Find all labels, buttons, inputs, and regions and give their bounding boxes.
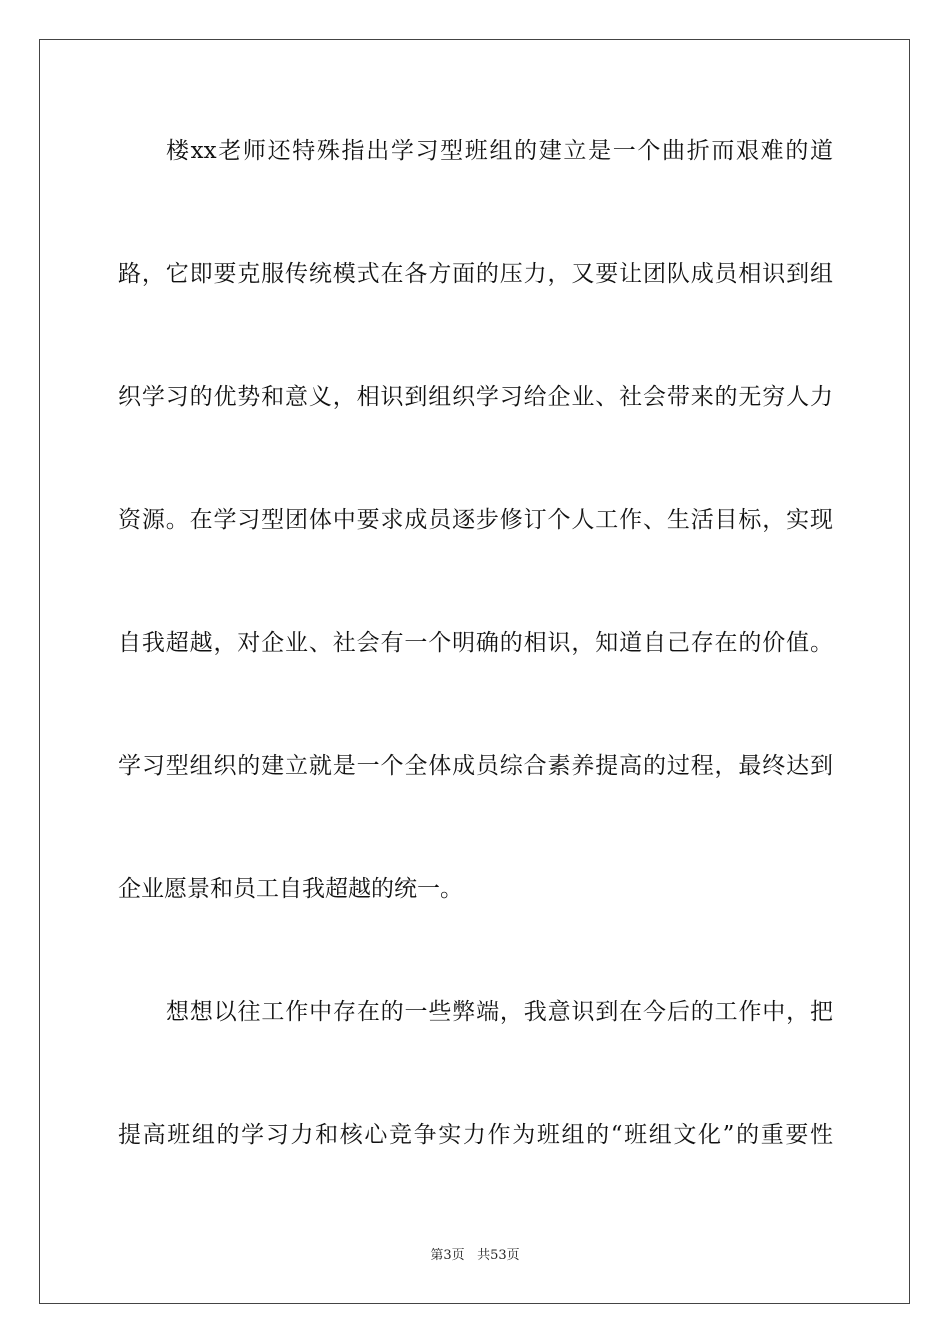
page-number: 第3页	[430, 1248, 465, 1263]
paragraph-line: 企业愿景和员工自我超越的统一。	[118, 876, 463, 902]
paragraph-line: 织学习的优势和意义，相识到组织学习给企业、社会带来的无穷人力	[118, 384, 833, 410]
paragraph-line: 想想以往工作中存在的一些弊端，我意识到在今后的工作中，把	[166, 999, 833, 1025]
paragraph-line: 学习型组织的建立就是一个全体成员综合素养提高的过程，最终达到	[118, 753, 833, 779]
paragraph-line: 路，它即要克服传统模式在各方面的压力，又要让团队成员相识到组	[118, 261, 833, 287]
paragraph-line: 资源。在学习型团体中要求成员逐步修订个人工作、生活目标，实现	[118, 507, 833, 533]
page-footer	[0, 1248, 950, 1264]
page-border	[39, 39, 910, 1304]
paragraph-line: 楼xx老师还特殊指出学习型班组的建立是一个曲折而艰难的道	[166, 138, 833, 164]
paragraph-line: 提高班组的学习力和核心竞争实力作为班组的“班组文化”的重要性	[118, 1122, 833, 1148]
page-total: 共53页	[477, 1248, 520, 1263]
paragraph-line: 自我超越，对企业、社会有一个明确的相识，知道自己存在的价值。	[118, 630, 833, 656]
